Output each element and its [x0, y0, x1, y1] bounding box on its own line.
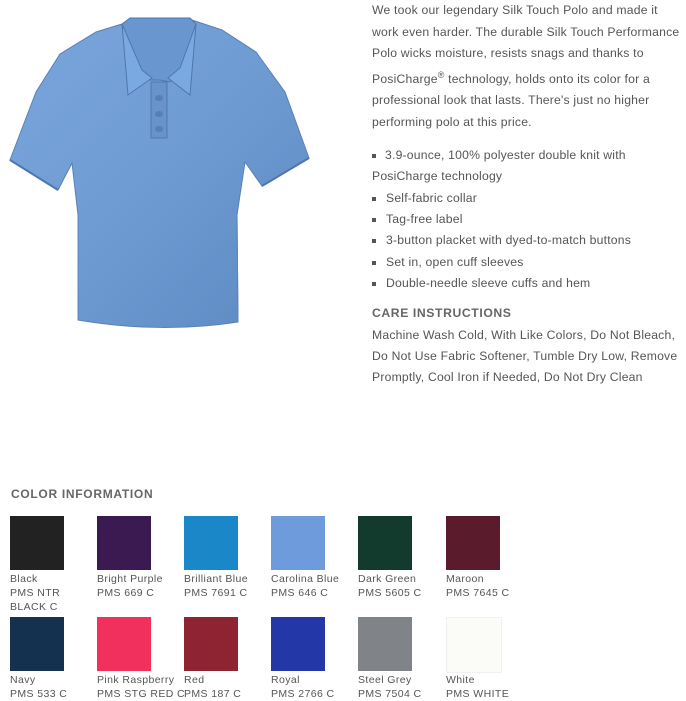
color-name: Carolina Blue: [271, 573, 340, 585]
color-swatch[interactable]: [446, 617, 502, 673]
intro-text-1: We took our legendary Silk Touch Polo and made it work even harder. The durable Silk Touch Performance Polo wicks moisture, resists snags and thanks to PosiCharge: [372, 3, 680, 86]
color-swatch-label: [446, 673, 546, 701]
care-instructions: Machine Wash Cold, With Like Colors, Do Not Bleach, Do Not Use Fabric Softener, Tumble Dry Low, Remove Promptly, Cool Iron if Needed, Do Not Dry Clean: [372, 327, 678, 385]
bullet-icon: [372, 218, 376, 222]
pms-code: PMS 5605 C: [358, 587, 422, 599]
color-name: Royal: [271, 674, 300, 686]
color-swatch[interactable]: [184, 617, 238, 671]
color-swatch[interactable]: [358, 516, 412, 570]
color-swatch-label: [97, 673, 197, 701]
product-image: [0, 0, 330, 340]
feature-item: 3-button placket with dyed-to-match buttons: [372, 230, 686, 251]
color-swatch[interactable]: [97, 516, 151, 570]
bullet-icon: [372, 282, 376, 286]
color-swatch[interactable]: [358, 617, 412, 671]
pms-code: PMS 669 C: [97, 587, 155, 599]
color-name: White: [446, 674, 475, 686]
pms-code: PMS 187 C: [184, 688, 242, 700]
color-swatch-label: [358, 673, 458, 701]
bullet-icon: [372, 239, 376, 243]
bullet-icon: [372, 154, 376, 158]
feature-item: Set in, open cuff sleeves: [372, 252, 686, 273]
color-swatch[interactable]: [271, 617, 325, 671]
feature-item: 3.9-ounce, 100% polyester double knit with PosiCharge technology: [372, 148, 626, 184]
color-name: Pink Raspberry: [97, 674, 175, 686]
color-swatch[interactable]: [97, 617, 151, 671]
description-intro: [372, 0, 686, 133]
pms-code: PMS 533 C: [10, 688, 68, 700]
pms-code: PMS 7504 C: [358, 688, 422, 700]
pms-code: PMS 7645 C: [446, 587, 510, 599]
color-swatch[interactable]: [10, 516, 64, 570]
pms-code: PMS NTR BLACK C: [10, 587, 61, 613]
pms-code: PMS 646 C: [271, 587, 329, 599]
feature-item: Tag-free label: [372, 209, 686, 230]
pms-code: PMS 7691 C: [184, 587, 248, 599]
color-swatch-label: [184, 572, 284, 600]
product-description: [372, 0, 686, 389]
color-name: Black: [10, 573, 38, 585]
color-swatch-label: [271, 673, 371, 701]
color-swatch-label: [10, 572, 96, 614]
pms-code: PMS STG RED C: [97, 688, 186, 700]
feature-list: [372, 145, 686, 294]
color-name: Bright Purple: [97, 573, 163, 585]
color-swatch-label: [446, 572, 546, 600]
color-name: Dark Green: [358, 573, 417, 585]
bullet-icon: [372, 197, 376, 201]
color-swatch[interactable]: [271, 516, 325, 570]
color-swatch-label: [184, 673, 284, 701]
bullet-icon: [372, 261, 376, 265]
color-name: Maroon: [446, 573, 485, 585]
color-swatch-label: [97, 572, 197, 600]
pms-code: PMS 2766 C: [271, 688, 335, 700]
color-info-heading: COLOR INFORMATION: [11, 487, 154, 501]
color-name: Steel Grey: [358, 674, 412, 686]
color-name: Brilliant Blue: [184, 573, 248, 585]
registered-mark: ®: [437, 69, 445, 80]
color-swatch-label: [358, 572, 458, 600]
intro-text-2: technology, holds onto its color for a professional look that lasts. There's just no higher performing polo at this price.: [372, 71, 650, 129]
color-swatch-label: [10, 673, 110, 701]
color-name: Navy: [10, 674, 36, 686]
color-name: Red: [184, 674, 205, 686]
pms-code: PMS WHITE: [446, 688, 510, 700]
blue-polo-shirt-image: [0, 0, 330, 340]
care-heading: CARE INSTRUCTIONS: [372, 306, 512, 321]
color-swatch[interactable]: [446, 516, 500, 570]
feature-item: Double-needle sleeve cuffs and hem: [372, 273, 686, 294]
color-swatch[interactable]: [10, 617, 64, 671]
color-swatch[interactable]: [184, 516, 238, 570]
color-swatch-label: [271, 572, 371, 600]
feature-item: Self-fabric collar: [372, 188, 686, 209]
